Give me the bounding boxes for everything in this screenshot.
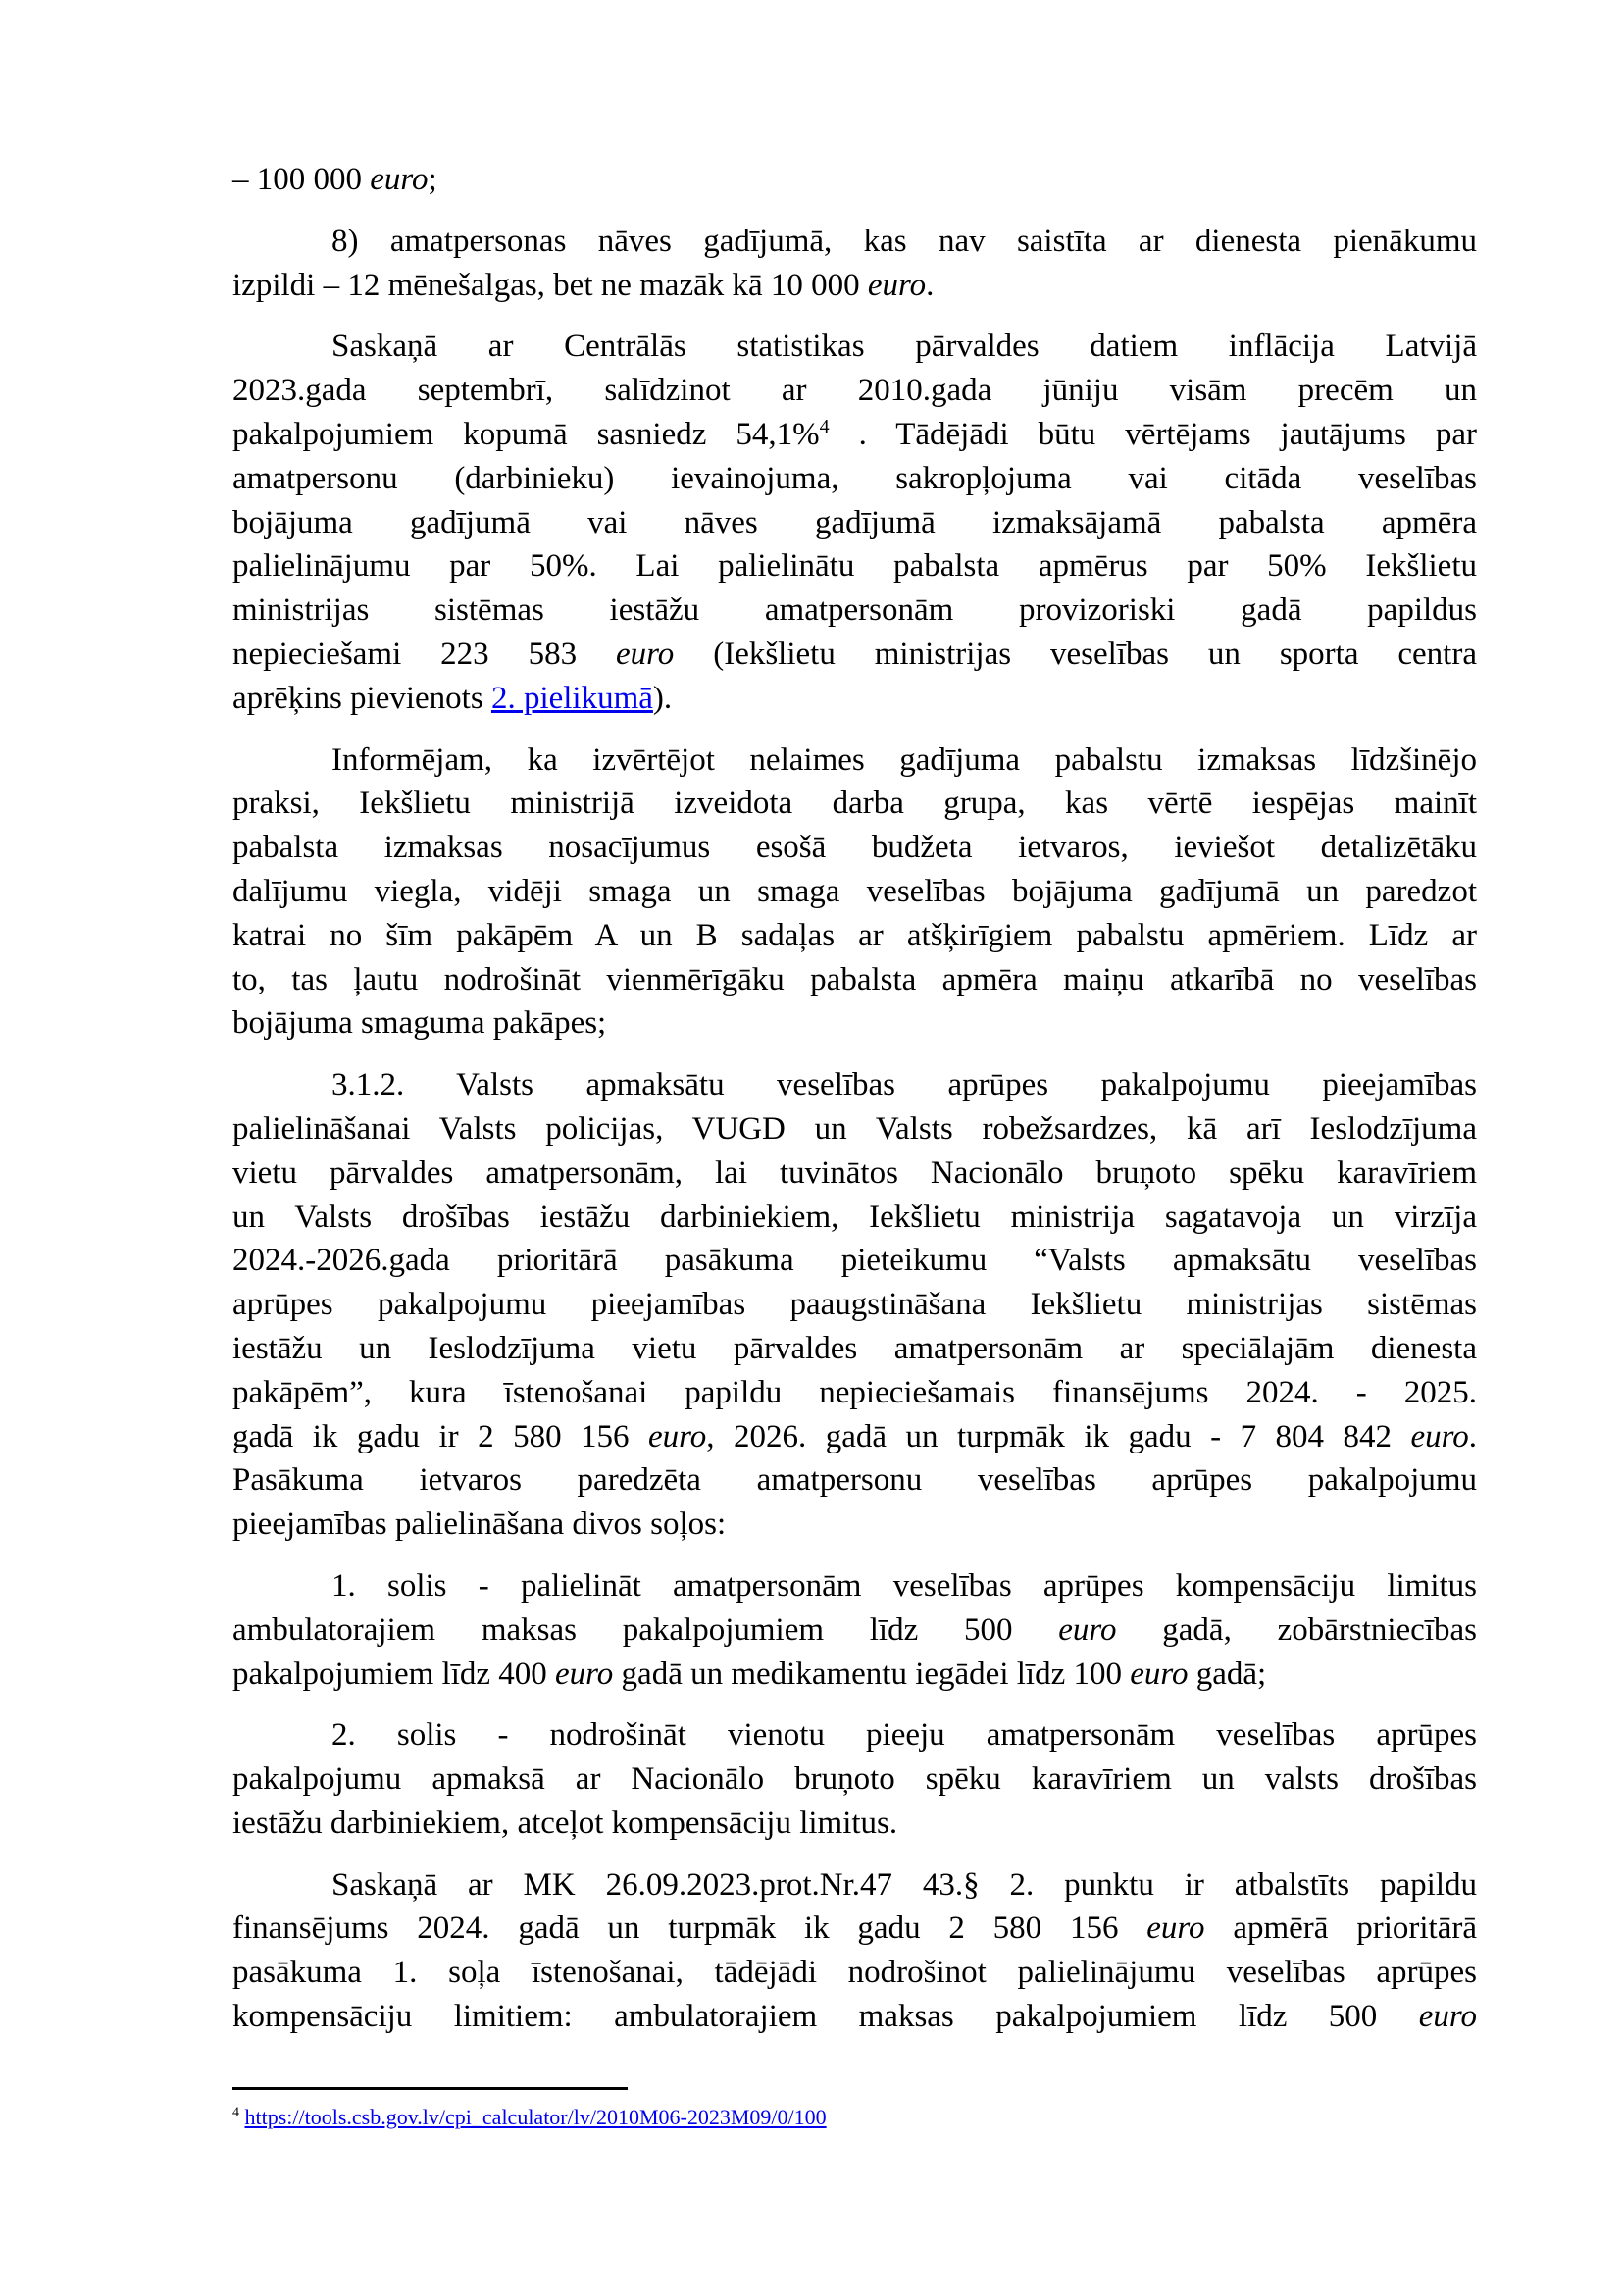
document-body <box>232 158 1477 2057</box>
italic-text: euro <box>1418 1999 1477 2035</box>
text-run: Pasākuma ietvaros paredzēta amatpersonu veselības aprūpes pakalpojumu <box>232 1462 1477 1499</box>
annex-link[interactable]: 2. pielikumā <box>490 680 653 716</box>
text-line <box>232 1713 1477 1758</box>
italic-text: euro <box>370 162 429 197</box>
italic-text: euro <box>867 267 927 303</box>
text-run: pakāpēm”, kura īstenošanai papildu nepieciešamais finansējums 2024. - 2025. <box>232 1374 1477 1410</box>
text-line <box>232 325 1477 369</box>
paragraph <box>232 739 1477 1046</box>
text-run: dalījumu viegla, vidēji smaga un smaga veselības bojājuma gadījumā un paredzot <box>232 873 1477 909</box>
text-run: pasākuma 1. soļa īstenošanai, tādējādi nodrošinot palielinājumu veselības aprūpes <box>232 1955 1477 1991</box>
text-run: katrai no šīm pakāpēm A un B sadaļas ar atšķirīgiem pabalstu apmēriem. Līdz ar <box>232 917 1477 953</box>
text-run: (Iekšlietu ministrijas veselības un sporta centra <box>674 636 1477 672</box>
text-line <box>232 1907 1477 1951</box>
text-run: gadā un medikamentu iegādei līdz 100 <box>613 1656 1131 1692</box>
text-run: ). <box>652 680 673 716</box>
text-run: pakalpojumiem kopumā sasniedz 54,1% <box>232 416 820 452</box>
text-run: . <box>926 267 935 303</box>
text-line <box>232 1863 1477 1908</box>
paragraph <box>232 220 1477 308</box>
text-line <box>232 739 1477 783</box>
text-run: 3.1.2. Valsts apmaksātu veselības aprūpes pakalpojumu pieejamības <box>331 1067 1477 1103</box>
text-run: gadā ik gadu ir 2 580 156 <box>232 1418 649 1454</box>
text-line <box>232 1802 1477 1846</box>
text-run: bojājuma gadījumā vai nāves gadījumā izmaksājamā pabalsta apmēra <box>232 504 1477 540</box>
text-line <box>232 1758 1477 1802</box>
text-run: finansējums 2024. gadā un turpmāk ik gadu 2 580 156 <box>232 1911 1147 1947</box>
paragraph <box>232 1564 1477 1696</box>
text-line <box>232 1371 1477 1415</box>
paragraph <box>232 325 1477 720</box>
text-line <box>232 1458 1477 1503</box>
text-run: kompensāciju limitiem: ambulatorajiem maksas pakalpojumiem līdz 500 <box>232 1999 1419 2035</box>
text-run: bojājuma smaguma pakāpes; <box>232 1005 607 1042</box>
paragraph <box>232 1063 1477 1547</box>
text-line <box>232 677 1477 721</box>
text-run: vietu pārvaldes amatpersonām, lai tuvinātos Nacionālo bruņoto spēku karavīriem <box>232 1154 1477 1191</box>
text-line <box>232 457 1477 501</box>
text-line <box>232 1608 1477 1653</box>
text-run: izpildi – 12 mēnešalgas, bet ne mazāk kā 10 000 <box>232 267 868 303</box>
text-run: iestāžu darbiniekiem, atceļot kompensāciju limitus. <box>232 1805 898 1841</box>
text-line <box>232 782 1477 826</box>
text-run: aprūpes pakalpojumu pieejamības paaugstināšana Iekšlietu ministrijas sistēmas <box>232 1287 1477 1323</box>
text-line <box>232 870 1477 914</box>
italic-text: euro <box>648 1418 707 1454</box>
text-line <box>232 958 1477 1002</box>
text-line <box>232 220 1477 264</box>
text-line <box>232 544 1477 588</box>
text-line <box>232 264 1477 308</box>
text-run: 2023.gada septembrī, salīdzinot ar 2010.gada jūniju visām precēm un <box>232 373 1477 409</box>
text-run: ambulatorajiem maksas pakalpojumiem līdz 500 <box>232 1611 1059 1648</box>
text-run: ; <box>428 162 437 197</box>
text-line <box>232 413 1477 457</box>
text-line <box>232 1653 1477 1697</box>
text-line <box>232 1415 1477 1459</box>
italic-text: euro <box>616 636 675 672</box>
text-run: amatpersonu (darbinieku) ievainojuma, sakropļojuma vai citāda veselības <box>232 460 1477 496</box>
text-line <box>232 369 1477 413</box>
italic-text: euro <box>1058 1611 1117 1648</box>
text-run: praksi, Iekšlietu ministrijā izveidota darba grupa, kas vērtē iespējas mainīt <box>232 786 1477 822</box>
text-line <box>232 1063 1477 1107</box>
text-run: . <box>1468 1418 1477 1454</box>
footnote-number: 4 <box>232 2105 239 2120</box>
text-run: gadā; <box>1188 1656 1267 1692</box>
text-run: – 100 000 <box>232 162 371 197</box>
text-line <box>232 1107 1477 1151</box>
text-line <box>232 1951 1477 1995</box>
paragraph <box>232 1713 1477 1845</box>
text-run: . Tādējādi būtu vērtējams jautājums par <box>829 416 1477 452</box>
text-line <box>232 826 1477 870</box>
text-run: 2. solis - nodrošināt vienotu pieeju amatpersonām veselības aprūpes <box>331 1717 1477 1754</box>
text-run: gadā, zobārstniecības <box>1116 1611 1477 1648</box>
text-run: pakalpojumiem līdz 400 <box>232 1656 556 1692</box>
text-line <box>232 1503 1477 1547</box>
text-line <box>232 914 1477 958</box>
text-line <box>232 1283 1477 1327</box>
italic-text: euro <box>1146 1911 1205 1947</box>
text-line <box>232 1239 1477 1283</box>
text-line <box>232 1001 1477 1045</box>
text-run: 8) amatpersonas nāves gadījumā, kas nav saistīta ar dienesta pienākumu <box>331 223 1477 259</box>
text-run: ministrijas sistēmas iestāžu amatpersonām provizoriski gadā papildus <box>232 592 1477 629</box>
text-run: apmērā prioritārā <box>1204 1911 1477 1947</box>
text-run: iestāžu un Ieslodzījuma vietu pārvaldes amatpersonām ar speciālajām dienesta <box>232 1330 1477 1366</box>
text-line <box>232 1995 1477 2039</box>
text-run: pakalpojumu apmaksā ar Nacionālo bruņoto spēku karavīriem un valsts drošības <box>232 1761 1477 1798</box>
italic-text: euro <box>1130 1656 1189 1692</box>
text-line <box>232 158 1477 202</box>
text-run: to, tas ļautu nodrošināt vienmērīgāku pabalsta apmēra maiņu atkarībā no veselības <box>232 961 1477 997</box>
text-run: , 2026. gadā un turpmāk ik gadu - 7 804 842 <box>706 1418 1411 1454</box>
text-run: 2024.-2026.gada prioritārā pasākuma pieteikumu “Valsts apmaksātu veselības <box>232 1243 1477 1279</box>
text-run: Saskaņā ar Centrālās statistikas pārvaldes datiem inflācija Latvijā <box>331 329 1477 365</box>
italic-text: euro <box>1410 1418 1469 1454</box>
text-run: pieejamības palielināšana divos soļos: <box>232 1506 727 1543</box>
text-run: Saskaņā ar MK 26.09.2023.prot.Nr.47 43.§ 2. punktu ir atbalstīts papildu <box>331 1866 1477 1903</box>
text-line <box>232 1196 1477 1240</box>
text-line <box>232 633 1477 677</box>
text-run: aprēķins pievienots <box>232 680 491 716</box>
text-run: palielinājumu par 50%. Lai palielinātu pabalsta apmērus par 50% Iekšlietu <box>232 548 1477 585</box>
text-run: pabalsta izmaksas nosacījumus esošā budžeta ietvaros, ieviešot detalizētāku <box>232 830 1477 866</box>
text-run: Informējam, ka izvērtējot nelaimes gadījuma pabalstu izmaksas līdzšinējo <box>331 741 1477 778</box>
italic-text: euro <box>555 1656 614 1692</box>
footnote-separator <box>232 2087 628 2090</box>
text-run: palielināšanai Valsts policijas, VUGD un Valsts robežsardzes, kā arī Ieslodzījuma <box>232 1110 1477 1147</box>
footnote <box>232 2105 827 2130</box>
footnote-link[interactable]: https://tools.csb.gov.lv/cpi_calculator/lv/2010M06-2023M09/0/100 <box>244 2105 827 2129</box>
text-run: nepieciešami 223 583 <box>232 636 617 672</box>
text-line <box>232 1151 1477 1196</box>
text-run: 1. solis - palielināt amatpersonām veselības aprūpes kompensāciju limitus <box>331 1567 1477 1604</box>
text-line <box>232 501 1477 545</box>
text-line <box>232 1564 1477 1608</box>
footnote-reference: 4 <box>819 415 830 437</box>
text-run: un Valsts drošības iestāžu darbiniekiem, Iekšlietu ministrija sagatavoja un virzīja <box>232 1198 1477 1235</box>
paragraph <box>232 1863 1477 2039</box>
text-line <box>232 1327 1477 1371</box>
paragraph <box>232 158 1477 202</box>
text-line <box>232 588 1477 633</box>
